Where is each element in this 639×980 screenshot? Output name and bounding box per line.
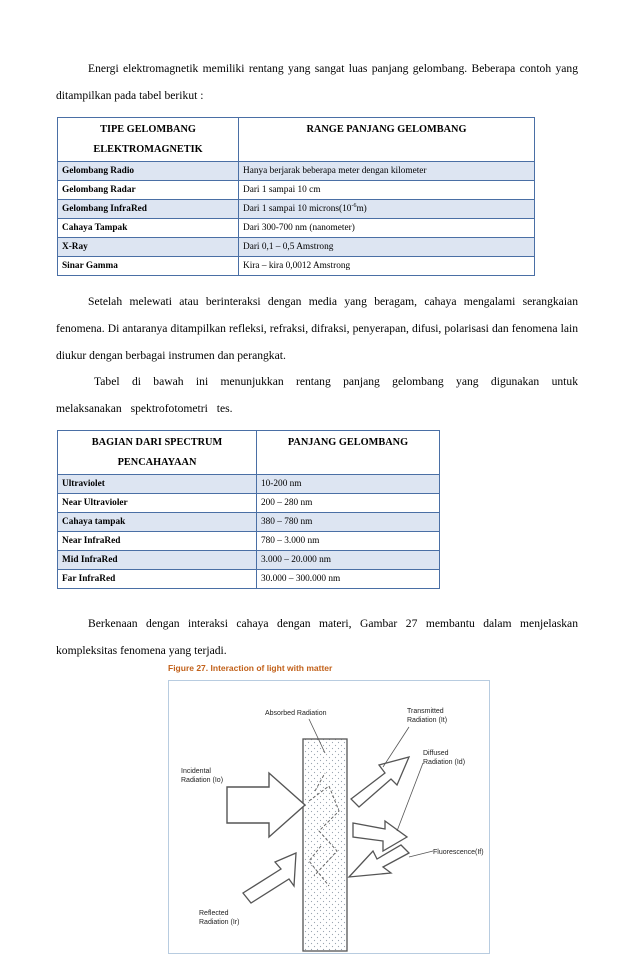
sample-slab — [303, 739, 347, 951]
col-header-wavelength: PANJANG GELOMBANG — [257, 431, 440, 475]
table-row: Mid InfraRed 3.000 – 20.000 nm — [58, 551, 440, 570]
label-transmitted-2: Radiation (It) — [407, 717, 448, 724]
transmitted-arrow — [351, 757, 409, 807]
table-row: Sinar Gamma Kira – kira 0,0012 Amstrong — [58, 257, 535, 276]
table-row: Gelombang Radio Hanya berjarak beberapa meter dengan kilometer — [58, 162, 535, 181]
fluorescence-arrow — [349, 845, 409, 877]
spectrum-table — [57, 430, 440, 589]
figure-intro-paragraph — [56, 610, 578, 664]
col-header-spectrum: BAGIAN DARI SPECTRUM PENCAHAYAAN — [58, 431, 257, 475]
spectro-paragraph — [56, 368, 578, 422]
figure-intro-text: Berkenaan dengan interaksi cahaya dengan materi, Gambar 27 membantu dalam menjelaskan kompleksitas fenomena yang terjadi. — [56, 617, 578, 657]
reflected-arrow — [243, 853, 296, 903]
table-row: Cahaya tampak 380 – 780 nm — [58, 513, 440, 532]
label-diffused-1: Diffused — [423, 750, 449, 757]
table-row: Far InfraRed 30.000 – 300.000 nm — [58, 570, 440, 589]
label-reflected-1: Reflected — [199, 910, 229, 917]
figure-diagram — [169, 681, 489, 953]
incident-arrow — [227, 773, 305, 837]
em-wave-table — [57, 117, 535, 276]
label-fluorescence: Fluorescence(If) — [433, 849, 484, 856]
col-header-range: RANGE PANJANG GELOMBANG — [239, 118, 535, 162]
label-incidental-1: Incidental — [181, 768, 211, 775]
table-row: Near Ultravioler 200 – 280 nm — [58, 494, 440, 513]
leader-fluorescence — [409, 851, 433, 857]
intro-paragraph — [56, 55, 578, 109]
label-absorbed: Absorbed Radiation — [265, 710, 327, 717]
label-transmitted-1: Transmitted — [407, 708, 444, 715]
figure-interaction-light — [168, 680, 490, 954]
table-row: Cahaya Tampak Dari 300-700 nm (nanometer) — [58, 219, 535, 238]
figure-title: Figure 27. Interaction of light with matter — [168, 663, 333, 673]
table-row: X-Ray Dari 0,1 – 0,5 Amstrong — [58, 238, 535, 257]
phenomena-paragraph — [56, 288, 578, 369]
phenomena-text: Setelah melewati atau berinteraksi dengan media yang beragam, cahaya mengalami serangkaian fenomena. Di antaranya ditampilkan refleksi, refraksi, difraksi, penyerapan, difusi, polarisasi dan fenomena lain diukur dengan berbagai instrumen dan perangkat. — [56, 295, 578, 362]
spectro-text: Tabel di bawah ini menunjukkan rentang panjang gelombang yang digunakan untuk melaksanakan spektrofotometri tes. — [56, 375, 578, 415]
intro-text: Energi elektromagnetik memiliki rentang yang sangat luas panjang gelombang. Beberapa contoh yang ditampilkan pada tabel berikut : — [56, 62, 578, 102]
table-row: Gelombang Radar Dari 1 sampai 10 cm — [58, 181, 535, 200]
col-header-type: TIPE GELOMBANG ELEKTROMAGNETIK — [58, 118, 239, 162]
table-row: Ultraviolet 10-200 nm — [58, 475, 440, 494]
label-diffused-2: Radiation (Id) — [423, 759, 466, 766]
table-row: Gelombang InfraRed Dari 1 sampai 10 $microns(10^{-6}m)$ — [58, 200, 535, 219]
table-row: Near InfraRed 780 – 3.000 nm — [58, 532, 440, 551]
label-reflected-2: Radiation (Ir) — [199, 919, 240, 926]
label-incidental-2: Radiation (Io) — [181, 777, 224, 784]
